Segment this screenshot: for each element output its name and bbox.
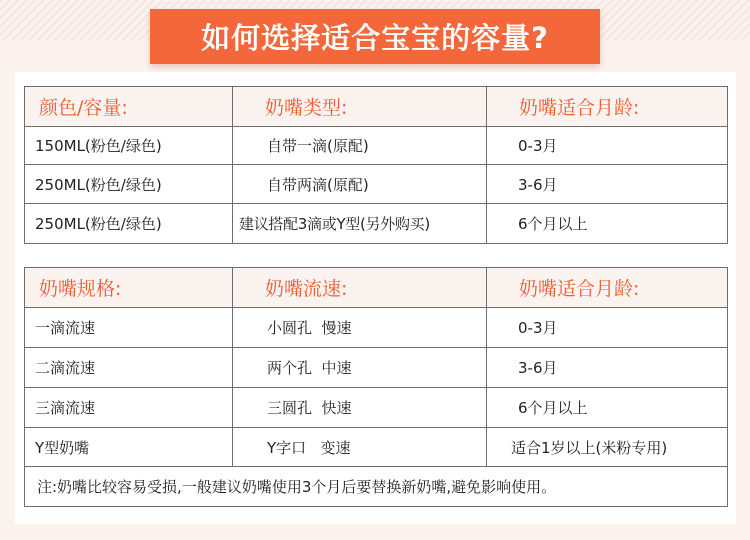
cell-nipple-type: 自带两滴(原配)	[233, 165, 487, 204]
header-suitable-age: 奶嘴适合月龄:	[487, 268, 728, 308]
cell-flow: 两个孔 中速	[233, 348, 487, 388]
cell-spec: 一滴流速	[25, 308, 233, 348]
table-row	[25, 204, 728, 244]
cell-capacity: 150ML(粉色/绿色)	[25, 127, 233, 165]
table-header-row	[25, 268, 728, 308]
header-color-capacity: 颜色/容量:	[25, 87, 233, 127]
cell-flow: 三圆孔 快速	[233, 388, 487, 428]
header-nipple-spec: 奶嘴规格:	[25, 268, 233, 308]
cell-capacity: 250ML(粉色/绿色)	[25, 204, 233, 244]
table-row	[25, 165, 728, 204]
cell-age: 适合1岁以上(米粉专用)	[487, 428, 728, 467]
footnote: 注:奶嘴比较容易受损,一般建议奶嘴使用3个月后要替换新奶嘴,避免影响使用。	[25, 467, 728, 507]
table-header-row	[25, 87, 728, 127]
table-row	[25, 127, 728, 165]
page-title: 如何选择适合宝宝的容量?	[150, 9, 600, 64]
cell-age: 6个月以上	[487, 388, 728, 428]
cell-nipple-type: 建议搭配3滴或Y型(另外购买)	[233, 204, 487, 244]
capacity-table	[24, 86, 728, 244]
cell-flow: 小圆孔 慢速	[233, 308, 487, 348]
cell-flow: Y字口 变速	[233, 428, 487, 467]
cell-age: 3-6月	[487, 165, 728, 204]
cell-age: 0-3月	[487, 127, 728, 165]
header-flow-rate: 奶嘴流速:	[233, 268, 487, 308]
cell-spec: 二滴流速	[25, 348, 233, 388]
cell-age: 0-3月	[487, 308, 728, 348]
table-row	[25, 348, 728, 388]
table-row	[25, 388, 728, 428]
cell-spec: Y型奶嘴	[25, 428, 233, 467]
header-suitable-age: 奶嘴适合月龄:	[487, 87, 728, 127]
cell-nipple-type: 自带一滴(原配)	[233, 127, 487, 165]
cell-age: 6个月以上	[487, 204, 728, 244]
cell-spec: 三滴流速	[25, 388, 233, 428]
nipple-spec-table	[24, 267, 728, 507]
cell-age: 3-6月	[487, 348, 728, 388]
table-row	[25, 467, 728, 507]
table-row	[25, 428, 728, 467]
table-row	[25, 308, 728, 348]
cell-capacity: 250ML(粉色/绿色)	[25, 165, 233, 204]
header-nipple-type: 奶嘴类型:	[233, 87, 487, 127]
